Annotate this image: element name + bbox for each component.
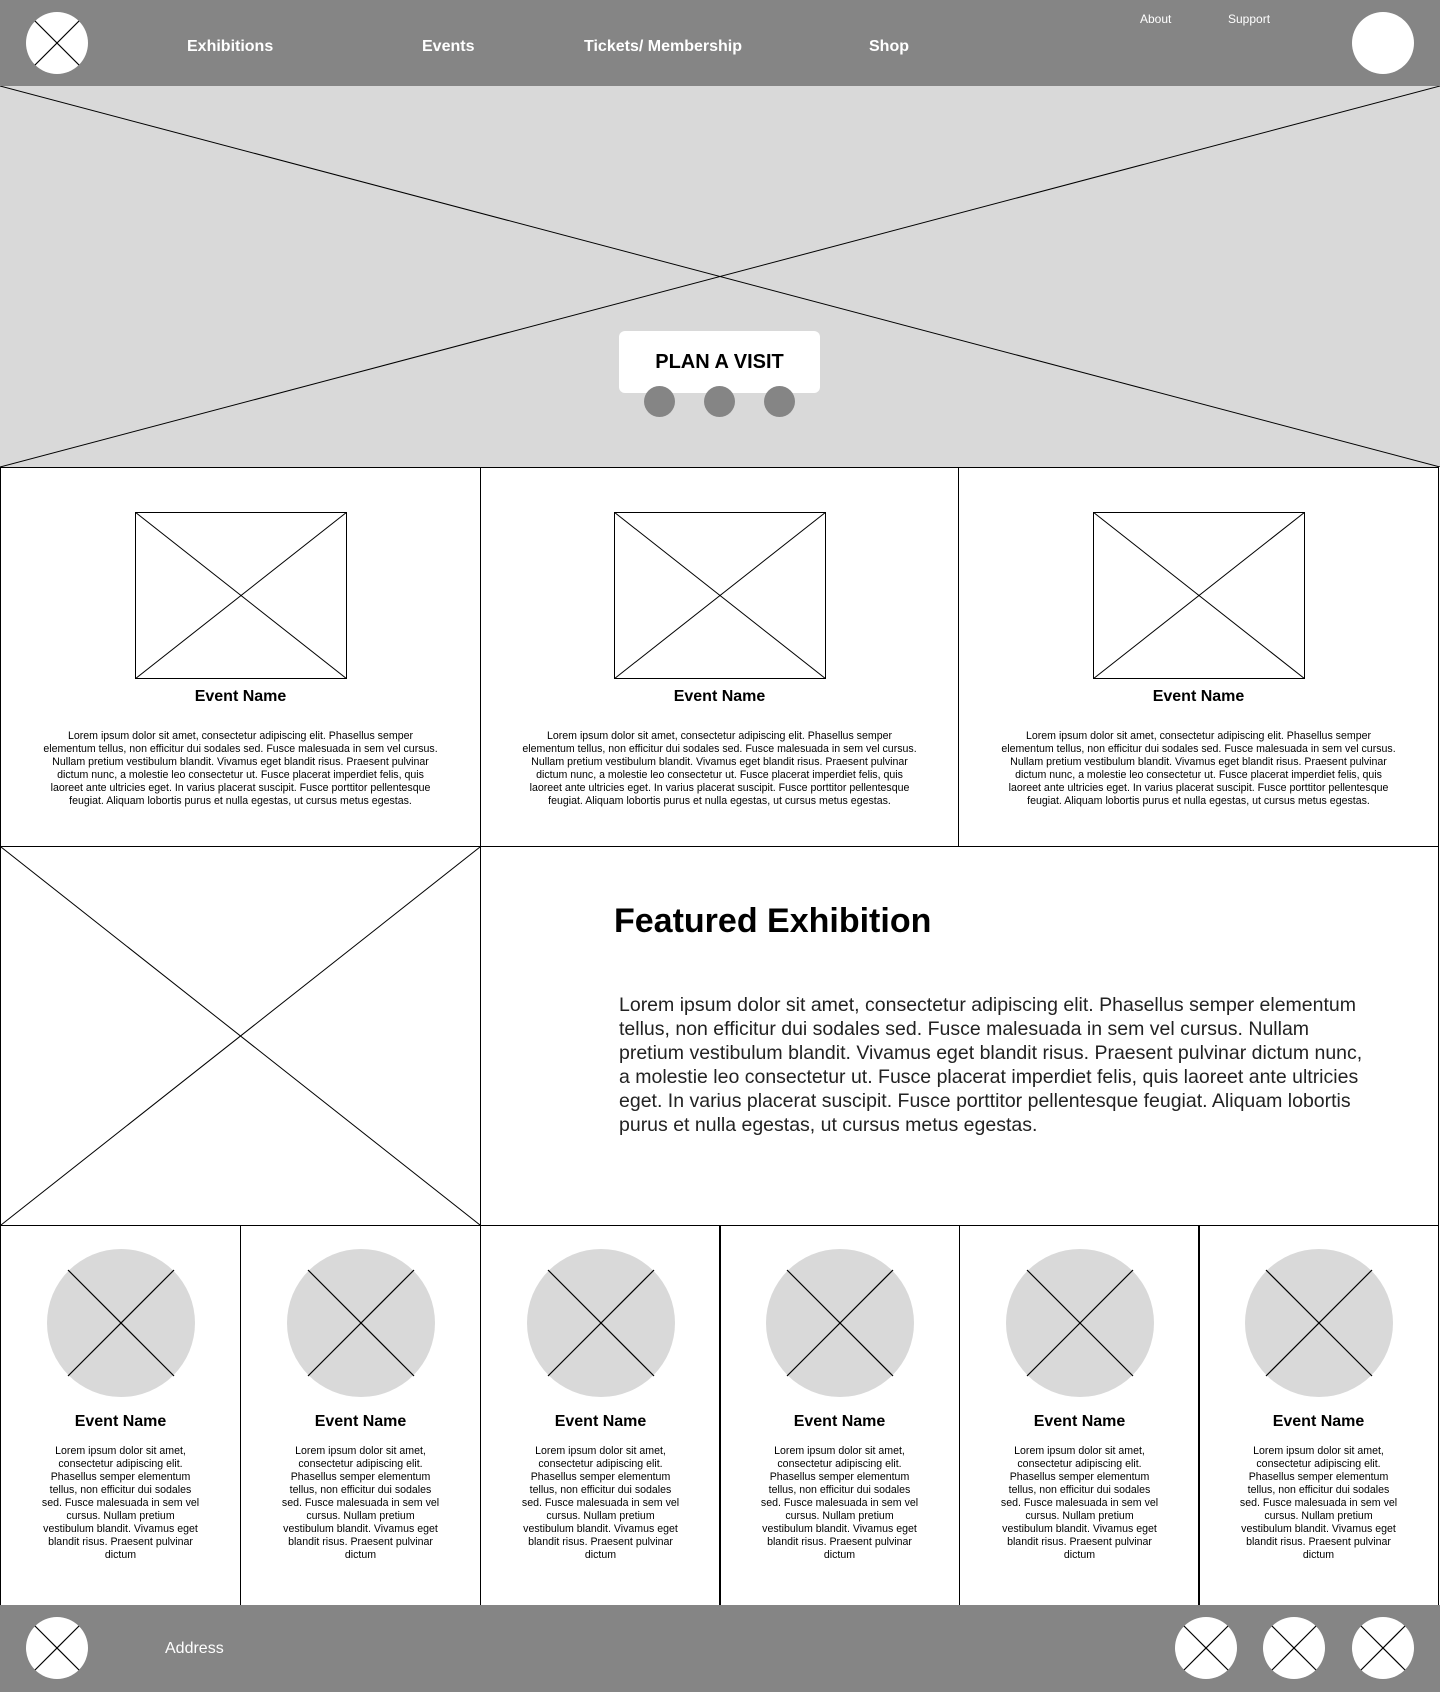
event-description: Lorem ipsum dolor sit amet, consectetur adipiscing elit. Phasellus semper elementum tellus, non efficitur dui sodales sed. Fusce malesuada in sem vel cursus. Nullam pretium vestibulum blandit. Vivamus eget blandit risus. Praesent pulvinar dictum nunc, a molestie leo consectetur ut. Fusce placerat imperdiet felis, quis laoreet ante ultricies eget. In varius placerat suscipit. Fusce porttitor pellentesque feugiat. Aliquam lobortis purus et nulla egestas, ut cursus metus egestas. <box>522 730 917 807</box>
event-description: Lorem ipsum dolor sit amet, consectetur adipiscing elit. Phasellus semper elementum tellus, non efficitur dui sodales sed. Fusce malesuada in sem vel cursus. Nullam pretium vestibulum blandit. Vivamus eget blandit risus. Praesent pulvinar dictum <box>1239 1445 1398 1561</box>
social-link-2-icon[interactable] <box>1263 1617 1325 1679</box>
featured-title: Featured Exhibition <box>614 902 932 940</box>
event-name: Event Name <box>1272 1413 1365 1430</box>
footer-address: Address <box>165 1640 224 1657</box>
small-event-cards-row <box>0 1225 1439 1606</box>
small-event-card[interactable] <box>480 1225 721 1606</box>
event-description: Lorem ipsum dolor sit amet, consectetur adipiscing elit. Phasellus semper elementum tellus, non efficitur dui sodales sed. Fusce malesuada in sem vel cursus. Nullam pretium vestibulum blandit. Vivamus eget blandit risus. Praesent pulvinar dictum <box>1000 1445 1159 1561</box>
hero-carousel <box>0 86 1440 467</box>
event-image-placeholder <box>614 512 826 679</box>
about-link[interactable]: About <box>1140 12 1172 26</box>
featured-image-cross <box>1 847 480 1225</box>
event-name: Event Name <box>194 688 287 705</box>
small-event-card[interactable] <box>240 1225 481 1606</box>
event-image-placeholder <box>135 512 347 679</box>
event-avatar-placeholder-icon <box>526 1248 676 1398</box>
event-name: Event Name <box>74 1413 167 1430</box>
small-event-card[interactable] <box>959 1225 1200 1606</box>
event-name: Event Name <box>554 1413 647 1430</box>
event-cards-row <box>0 467 1439 847</box>
event-avatar-placeholder-icon <box>1244 1248 1394 1398</box>
carousel-dot-3[interactable] <box>764 386 795 417</box>
event-avatar-placeholder-icon <box>46 1248 196 1398</box>
event-name: Event Name <box>1152 688 1245 705</box>
event-description: Lorem ipsum dolor sit amet, consectetur adipiscing elit. Phasellus semper elementum tellus, non efficitur dui sodales sed. Fusce malesuada in sem vel cursus. Nullam pretium vestibulum blandit. Vivamus eget blandit risus. Praesent pulvinar dictum <box>281 1445 440 1561</box>
small-event-card[interactable] <box>0 1225 241 1606</box>
event-description: Lorem ipsum dolor sit amet, consectetur adipiscing elit. Phasellus semper elementum tellus, non efficitur dui sodales sed. Fusce malesuada in sem vel cursus. Nullam pretium vestibulum blandit. Vivamus eget blandit risus. Praesent pulvinar dictum <box>760 1445 919 1561</box>
nav-shop[interactable]: Shop <box>869 38 909 55</box>
carousel-dot-2[interactable] <box>704 386 735 417</box>
featured-exhibition <box>0 846 1439 1226</box>
profile-avatar-icon[interactable] <box>1352 12 1414 74</box>
event-description: Lorem ipsum dolor sit amet, consectetur adipiscing elit. Phasellus semper elementum tellus, non efficitur dui sodales sed. Fusce malesuada in sem vel cursus. Nullam pretium vestibulum blandit. Vivamus eget blandit risus. Praesent pulvinar dictum nunc, a molestie leo consectetur ut. Fusce placerat imperdiet felis, quis laoreet ante ultricies eget. In varius placerat suscipit. Fusce porttitor pellentesque feugiat. Aliquam lobortis purus et nulla egestas, ut cursus metus egestas. <box>43 730 438 807</box>
event-name: Event Name <box>673 688 766 705</box>
nav-tickets-membership[interactable]: Tickets/ Membership <box>584 38 742 55</box>
social-link-1-icon[interactable] <box>1175 1617 1237 1679</box>
small-event-card[interactable] <box>719 1225 960 1606</box>
logo-placeholder-icon[interactable] <box>26 12 88 74</box>
site-footer <box>0 1605 1440 1692</box>
small-event-card[interactable] <box>1198 1225 1439 1606</box>
event-description: Lorem ipsum dolor sit amet, consectetur adipiscing elit. Phasellus semper elementum tellus, non efficitur dui sodales sed. Fusce malesuada in sem vel cursus. Nullam pretium vestibulum blandit. Vivamus eget blandit risus. Praesent pulvinar dictum nunc, a molestie leo consectetur ut. Fusce placerat imperdiet felis, quis laoreet ante ultricies eget. In varius placerat suscipit. Fusce porttitor pellentesque feugiat. Aliquam lobortis purus et nulla egestas, ut cursus metus egestas. <box>1001 730 1396 807</box>
carousel-dot-1[interactable] <box>644 386 675 417</box>
event-image-placeholder <box>1093 512 1305 679</box>
event-name: Event Name <box>314 1413 407 1430</box>
featured-image-placeholder <box>0 846 481 1226</box>
event-card[interactable] <box>958 467 1439 847</box>
event-name: Event Name <box>793 1413 886 1430</box>
footer-logo-placeholder-icon[interactable] <box>26 1617 88 1679</box>
site-header <box>0 0 1440 86</box>
nav-events[interactable]: Events <box>422 38 475 55</box>
event-avatar-placeholder-icon <box>1005 1248 1155 1398</box>
event-card[interactable] <box>480 467 959 847</box>
event-avatar-placeholder-icon <box>286 1248 436 1398</box>
social-link-3-icon[interactable] <box>1352 1617 1414 1679</box>
support-link[interactable]: Support <box>1228 12 1271 26</box>
plan-a-visit-button[interactable]: PLAN A VISIT <box>619 331 820 393</box>
event-card[interactable] <box>0 467 481 847</box>
nav-exhibitions[interactable]: Exhibitions <box>187 38 274 55</box>
event-name: Event Name <box>1033 1413 1126 1430</box>
event-description: Lorem ipsum dolor sit amet, consectetur adipiscing elit. Phasellus semper elementum tellus, non efficitur dui sodales sed. Fusce malesuada in sem vel cursus. Nullam pretium vestibulum blandit. Vivamus eget blandit risus. Praesent pulvinar dictum <box>41 1445 200 1561</box>
featured-body: Lorem ipsum dolor sit amet, consectetur adipiscing elit. Phasellus semper elementum tellus, non efficitur dui sodales sed. Fusce malesuada in sem vel cursus. Nullam pretium vestibulum blandit. Vivamus eget blandit risus. Praesent pulvinar dictum nunc, a molestie leo consectetur ut. Fusce placerat imperdiet felis, quis laoreet ante ultricies eget. In varius placerat suscipit. Fusce porttitor pellentesque feugiat. Aliquam lobortis purus et nulla egestas, ut cursus metus egestas. <box>619 994 1363 1136</box>
event-avatar-placeholder-icon <box>765 1248 915 1398</box>
featured-text-panel <box>480 846 1439 1226</box>
event-description: Lorem ipsum dolor sit amet, consectetur adipiscing elit. Phasellus semper elementum tellus, non efficitur dui sodales sed. Fusce malesuada in sem vel cursus. Nullam pretium vestibulum blandit. Vivamus eget blandit risus. Praesent pulvinar dictum <box>521 1445 680 1561</box>
